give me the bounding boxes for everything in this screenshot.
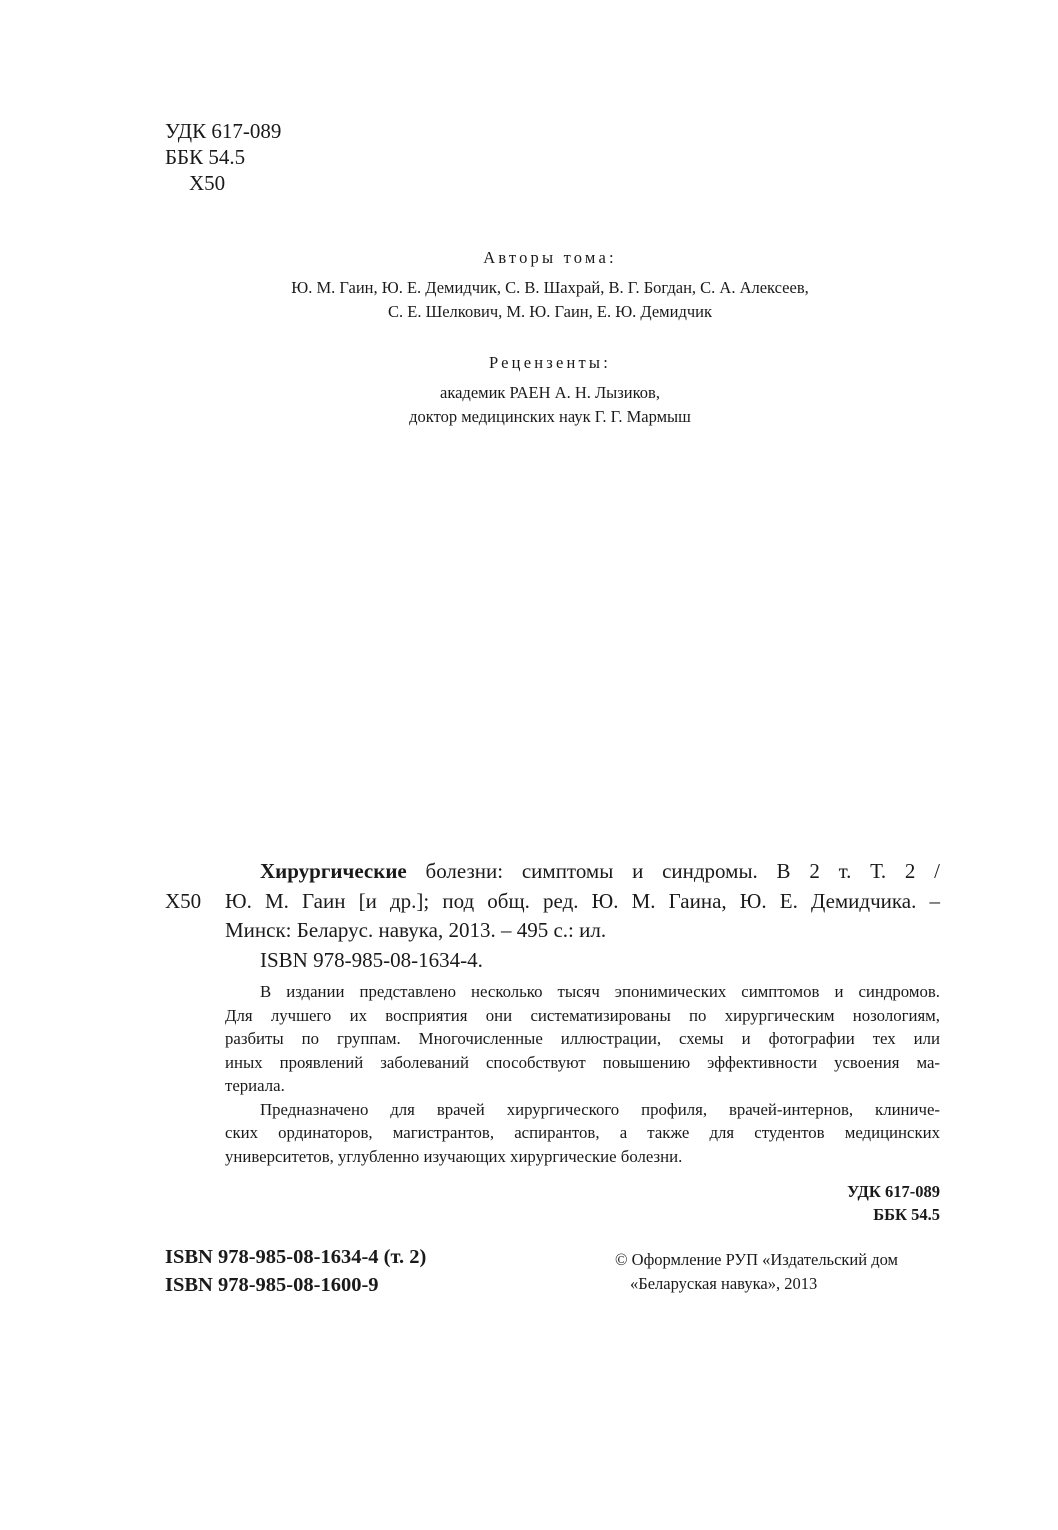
- book-title: Хирургические: [260, 859, 407, 883]
- reviewers-line-1: академик РАЕН А. Н. Лызиков,: [440, 383, 660, 402]
- author-mark: Х50: [189, 171, 226, 195]
- udk-code: УДК 617-089: [165, 119, 282, 143]
- annotation-line: Предназначено для врачей хирургического профиля, врачей-интернов, клиниче-: [260, 1099, 940, 1119]
- biblio-line-1: Хирургические болезни: симптомы и синдромы. В 2 т. Т. 2 /: [260, 859, 940, 883]
- classification-codes: [165, 118, 281, 196]
- annotation-line: териала.: [225, 1076, 285, 1095]
- annotation-line: иных проявлений заболеваний способствуют повышению эффективности усвоения ма-: [225, 1052, 940, 1072]
- copyright-line-1: © Оформление РУП «Издательский дом: [615, 1250, 898, 1269]
- annotation-line: ских ординаторов, магистрантов, аспирантов, а также для студентов медицинских: [225, 1123, 940, 1142]
- annotation: [225, 980, 940, 1168]
- isbn-set: ISBN 978-985-08-1600-9: [165, 1274, 379, 1296]
- biblio-isbn: ISBN 978-985-08-1634-4.: [260, 947, 483, 972]
- authors-line-1: Ю. М. Гаин, Ю. Е. Демидчик, С. В. Шахрай, В. Г. Богдан, С. А. Алексеев,: [291, 278, 809, 297]
- copyright-line-2: «Беларуская навука», 2013: [630, 1274, 818, 1293]
- bibliographic-record: [165, 857, 945, 975]
- classification-codes-right: [847, 1180, 940, 1226]
- biblio-author-mark: Х50: [165, 888, 202, 913]
- bbk-code-right: ББК 54.5: [873, 1205, 940, 1224]
- authors-section: [200, 246, 900, 324]
- biblio-line-2: Ю. М. Гаин [и др.]; под общ. ред. Ю. М. Гаина, Ю. Е. Демидчика. –: [225, 888, 940, 913]
- copyright-notice: [615, 1248, 898, 1296]
- biblio-line-3: Минск: Беларус. навука, 2013. – 495 с.: ил.: [225, 918, 607, 942]
- bbk-code: ББК 54.5: [165, 145, 246, 169]
- authors-line-2: С. Е. Шелкович, М. Ю. Гаин, Е. Ю. Демидчик: [387, 302, 712, 321]
- annotation-line: университетов, углубленно изучающих хирургические болезни.: [225, 1146, 683, 1166]
- udk-code-right: УДК 617-089: [847, 1182, 940, 1201]
- isbn-volume: ISBN 978-985-08-1634-4 (т. 2): [165, 1246, 427, 1268]
- reviewers-heading: Рецензенты:: [488, 353, 612, 372]
- authors-heading: Авторы тома:: [483, 248, 617, 267]
- reviewers-line-2: доктор медицинских наук Г. Г. Мармыш: [409, 407, 691, 426]
- annotation-line: Для лучшего их восприятия они систематизированы по хирургическим нозологиям,: [225, 1005, 940, 1025]
- annotation-line: В издании представлено несколько тысяч эпонимических симптомов и синдромов.: [260, 982, 940, 1001]
- annotation-line: разбиты по группам. Многочисленные иллюстрации, схемы и фотографии тех или: [225, 1029, 940, 1048]
- isbn-block: [165, 1243, 426, 1299]
- reviewers-section: [200, 351, 900, 429]
